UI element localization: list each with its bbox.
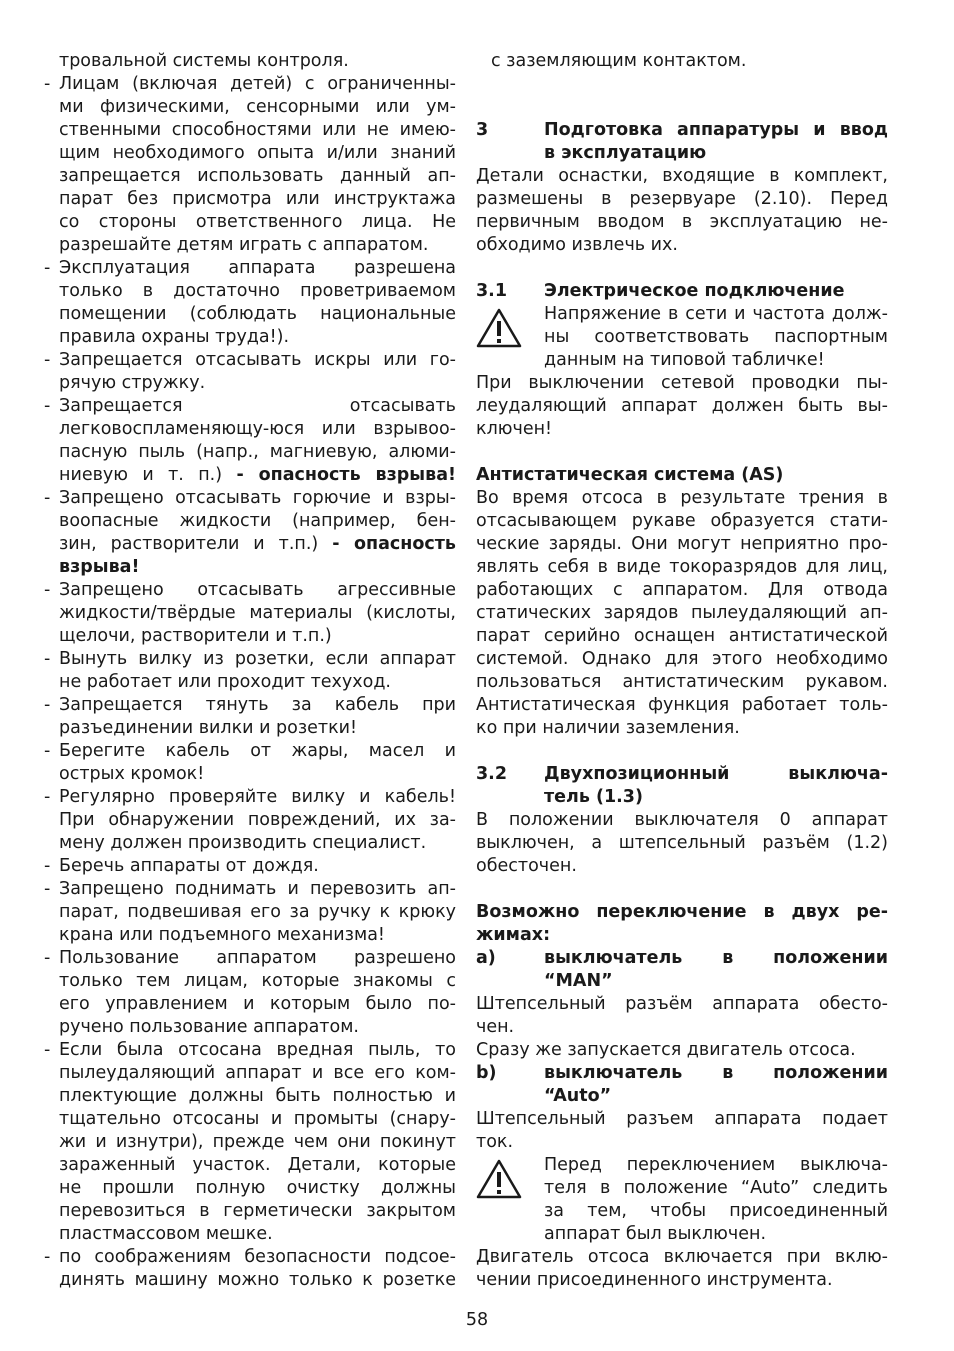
- explosion-warning: - опасность: [332, 534, 456, 554]
- text-line: обходимо извлечь их.: [476, 235, 678, 255]
- text-line: Перед переключением выключа-: [544, 1155, 888, 1175]
- section-title: Подготовка аппаратуры и ввод: [544, 120, 888, 140]
- text-line: тщательно отсосаны и промыты (снару-: [59, 1109, 456, 1129]
- text-line: чен.: [476, 1017, 515, 1037]
- section-number: 3.2: [476, 764, 508, 784]
- text-line: запрещается использовать данный ап-: [59, 166, 456, 186]
- text-line: Во время отсоса в результате трения в: [476, 488, 888, 508]
- text-line: В положении выключателя 0 аппарат: [476, 810, 888, 830]
- text-line: воопасные жидкости (например, бен-: [59, 511, 456, 531]
- list-item: - Регулярно проверяйте вилку и кабель!: [44, 786, 456, 809]
- text-line: леудаляющий аппарат должен быть вы-: [476, 396, 888, 416]
- right-column: [476, 50, 888, 1292]
- text-line: его управлением и которым было по-: [59, 994, 456, 1014]
- text-line: ческие заряды. Они могут неприятно про-: [476, 534, 888, 554]
- text-line: Штепсельный разъем аппарата подает: [476, 1109, 888, 1129]
- list-item: - Вынуть вилку из розетки, если аппарат: [44, 648, 456, 671]
- page-number: 58: [465, 1310, 489, 1330]
- text-line: пользоваться антистатическим рукавом.: [476, 672, 888, 692]
- text-line: со стороны ответственного лица. Не: [59, 212, 456, 232]
- text-line: ко при наличии заземления.: [476, 718, 740, 738]
- text-line: рячую стружку.: [59, 373, 206, 393]
- list-item: - Пользование аппаратом разрешено: [44, 947, 456, 970]
- text-line: помещении (соблюдать национальные: [59, 304, 456, 324]
- list-item: - Беречь аппараты от дождя.: [44, 855, 456, 878]
- text-line: пасную пыль (напр., магниевую, алюми-: [59, 442, 456, 462]
- section-heading: [476, 119, 888, 142]
- text-line: щелочи, растворители и т.п.): [59, 626, 332, 646]
- text-line: первичным вводом в эксплуатацию не-: [476, 212, 888, 232]
- text-line: При выключении сетевой проводки пы-: [476, 373, 888, 393]
- warning-triangle-icon: [476, 1154, 544, 1246]
- warning-block: [476, 1154, 888, 1246]
- text-line: с заземляющим контактом.: [491, 51, 747, 71]
- text-line: ны соответствовать паспортным: [544, 327, 888, 347]
- text-line: чении присоединенного инструмента.: [476, 1270, 833, 1290]
- text-line: работающих с аппаратом. Для отвода: [476, 580, 888, 600]
- text-line: тровальной системы контроля.: [59, 51, 349, 71]
- text-line: за тем, чтобы присоединенный: [544, 1201, 888, 1221]
- mode-heading: [476, 1062, 888, 1085]
- section-heading: [476, 280, 888, 303]
- explosion-warning: взрыва!: [59, 557, 140, 577]
- warning-block: [476, 303, 888, 372]
- text-line: пылеудаляющий аппарат и все его ком-: [59, 1063, 456, 1083]
- text-line: динять машину можно только к розетке: [59, 1270, 456, 1290]
- text-line: парат без присмотра или инструктажа: [59, 189, 456, 209]
- subheading: жимах:: [476, 925, 551, 945]
- text-line: ток.: [476, 1132, 514, 1152]
- list-item: - Если была отсосана вредная пыль, то: [44, 1039, 456, 1062]
- text-line: ручено пользование аппаратом.: [59, 1017, 359, 1037]
- text-line: При обнаружении повреждений, их за-: [59, 810, 456, 830]
- text-line: разъединении вилки и розетки!: [59, 718, 358, 738]
- text-line: разрешайте детям играть с аппаратом.: [59, 235, 429, 255]
- text-span: ниевую и т. п.): [59, 465, 223, 485]
- text-line: являть себя в виде токоразрядов для лиц,: [476, 557, 888, 577]
- text-line: Антистатическая функция работает толь-: [476, 695, 888, 715]
- text-line: мену должен производить специалист.: [59, 833, 427, 853]
- section-title: Электрическое подключение: [544, 281, 845, 301]
- text-line: аппарат был выключен.: [544, 1224, 767, 1244]
- text-line: размешены в резервуаре (2.10). Перед: [476, 189, 888, 209]
- section-title: Двухпозиционный выключа-: [544, 764, 888, 784]
- text-line: парат, подвешивая его за ручку к крюку: [59, 902, 456, 922]
- text-line: [44, 533, 456, 556]
- section-number: 3: [476, 120, 489, 140]
- text-line: статических зарядов пылеудаляющий ап-: [476, 603, 888, 623]
- section-title: тель (1.3): [544, 787, 643, 807]
- section-heading: [476, 763, 888, 786]
- list-item: - Эксплуатация аппарата разрешена: [44, 257, 456, 280]
- text-line: пластмассовом мешке.: [59, 1224, 273, 1244]
- mode-label: b): [476, 1063, 497, 1083]
- left-column: [44, 50, 456, 1292]
- list-item: - по соображениям безопасности подсое-: [44, 1246, 456, 1269]
- list-item: - Запрещается тянуть за кабель при: [44, 694, 456, 717]
- text-line: ключен!: [476, 419, 553, 439]
- mode-title: выключатель в положении: [544, 1063, 888, 1083]
- text-line: не прошли полную очистку должны: [59, 1178, 456, 1198]
- mode-title: выключатель в положении: [544, 948, 888, 968]
- text-line: перевозиться в герметически закрытом: [59, 1201, 456, 1221]
- text-line: жи и изнутри), прежде чем они покинут: [59, 1132, 456, 1152]
- text-line: правила охраны труда!).: [59, 327, 290, 347]
- text-line: выключен, а штепсельный разъём (1.2): [476, 833, 888, 853]
- list-item: - Запрещено отсасывать горючие и взры-: [44, 487, 456, 510]
- text-line: данным на типовой табличке!: [544, 350, 825, 370]
- warning-triangle-icon: [476, 303, 544, 372]
- text-line: острых кромок!: [59, 764, 205, 784]
- text-line: обесточен.: [476, 856, 577, 876]
- list-item: - Запрещено поднимать и перевозить ап-: [44, 878, 456, 901]
- text-line: парат серийно оснащен антистатической: [476, 626, 888, 646]
- subheading: Антистатическая система (AS): [476, 465, 784, 485]
- text-line: Двигатель отсоса включается при вклю-: [476, 1247, 888, 1267]
- text-line: отсасывающем рукаве образуется стати-: [476, 511, 888, 531]
- mode-heading: [476, 947, 888, 970]
- text-line: жидкости/твёрдые материалы (кислоты,: [59, 603, 456, 623]
- list-item: - Лицам (включая детей) с ограниченны-: [44, 73, 456, 96]
- list-item: - Запрещается отсасывать искры или го-: [44, 349, 456, 372]
- text-line: Штепсельный разъём аппарата обесто-: [476, 994, 888, 1014]
- text-line: крана или подъемного механизма!: [59, 925, 385, 945]
- text-line: ми физическими, сенсорными или ум-: [59, 97, 456, 117]
- text-line: [44, 464, 456, 487]
- text-line: зараженный участок. Детали, которые: [59, 1155, 456, 1175]
- list-item: - Запрещается отсасывать: [44, 395, 456, 418]
- mode-label: a): [476, 948, 496, 968]
- text-line: не работает или проходит техуход.: [59, 672, 391, 692]
- mode-title: “MAN”: [544, 971, 613, 991]
- list-item: - Запрещено отсасывать агрессивные: [44, 579, 456, 602]
- text-span: зин, растворители и т.п.): [59, 534, 319, 554]
- text-line: легковоспламеняющу-юся или взрывоо-: [59, 419, 456, 439]
- text-line: только тем лицам, которые знакомы с: [59, 971, 456, 991]
- text-line: щим необходимого опыта и/или знаний: [59, 143, 456, 163]
- mode-title: “Auto”: [544, 1086, 612, 1106]
- section-number: 3.1: [476, 281, 508, 301]
- list-item: - Берегите кабель от жары, масел и: [44, 740, 456, 763]
- text-line: системой. Однако для этого необходимо: [476, 649, 888, 669]
- text-line: плектующие должны быть полностью и: [59, 1086, 456, 1106]
- text-line: Детали оснастки, входящие в комплект,: [476, 166, 888, 186]
- subheading: Возможно переключение в двух ре-: [476, 902, 888, 922]
- section-title: в эксплуатацию: [544, 143, 707, 163]
- text-line: Сразу же запускается двигатель отсоса.: [476, 1040, 856, 1060]
- explosion-warning: - опасность взрыва!: [236, 465, 456, 485]
- text-line: Напряжение в сети и частота долж-: [544, 304, 888, 324]
- text-line: только в достаточно проветриваемом: [59, 281, 456, 301]
- text-line: теля в положение “Auto” следить: [544, 1178, 888, 1198]
- text-line: ственными способностями или не имею-: [59, 120, 456, 140]
